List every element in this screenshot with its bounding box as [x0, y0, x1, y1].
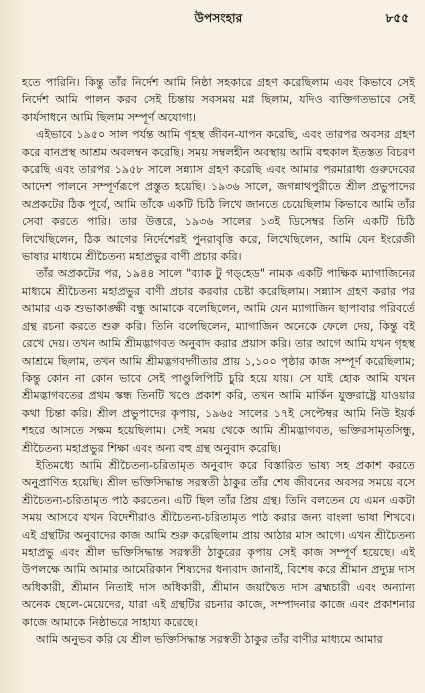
paragraph-4: ইতিমধ্যে আমি শ্রীচৈতন্য-চরিতামৃত অনুবাদ করে বিস্তারিত ভাষ্য সহ প্রকাশ করতে অনুপ্রাণিত হয়েছি। শ্রীল ভক্তিসিদ্ধান্ত সরস্বতী ঠাকুর তাঁর শেষ জীবনের অবসর সময়ে বসে শ্রীচৈতন্য-চরিতামৃত পাঠ করতেন। এটি ছিল তাঁর প্রিয় গ্রন্থ। তিনি বলতেন যে এমন একটা সময় আসবে যখন বিদেশীরাও শ্রীচৈতন্য-চরিতামৃত পাঠ করার জন্য বাংলা ভাষা শিখবে। এই গ্রন্থটির অনুবাদের কাজ আমি শুরু করেছিলাম প্রায় আঠার মাস আগে। এখন শ্রীচৈতন্য মহাপ্রভু এবং শ্রীল ভক্তিসিদ্ধান্ত সরস্বতী ঠাকুরের কৃপায় সেই কাজ সম্পূর্ণ হয়েছে। এই উপলক্ষে আমি আমার আমেরিকান শিষ্যদের ধন্যবাদ জানাই, বিশেষ করে শ্রীমান প্রদ্যুম্ন দাস অধিকারী, শ্রীমান নিতাই দাস অধিকারী, শ্রীমান জয়াদ্বৈত দাস ব্রহ্মচারী এবং অন্যান্য অনেক ছেলে-মেয়েদের, যারা এই গ্রন্থটির রচনার কাজে, সম্পাদনার কাজে এবং প্রকাশনার কাজে আমাকে নিষ্ঠাভরে সাহায্য করেছে।	[22, 458, 415, 629]
paragraph-1: হতে পারিনি। কিন্তু তাঁর নির্দেশ আমি নিষ্ঠা সহকারে গ্রহণ করেছিলাম এবং কিভাবে সেই নির্দেশ আমি পালন করব সেই চিন্তায় সবসময় মগ্ন ছিলাম, যদিও ব্যক্তিগতভাবে সেই কার্যসাধনে আমি ছিলাম সম্পূর্ণ অযোগ্য।	[22, 76, 415, 124]
paragraph-2: এইভাবে ১৯৫০ সাল পর্যন্ত আমি গৃহস্থ জীবন-যাপন করেছি, এবং তারপর অবসর গ্রহণ করে বানপ্রস্থ আশ্রম অবলম্বন করেছি। সময় সম্বলহীন অবস্থায় আমি বহুকাল ইতস্তত বিচরণ করেছি এবং তারপর ১৯৫৮ সালে সন্ন্যাস গ্রহণ করেছি এবং আমার পরমারাধ্য গুরুদেবের আদেশ পালনে সম্পূর্ণরূপে প্রস্তুত হয়েছি। ১৯৩৬ সালে, জগন্নাথপুরীতে শ্রীল প্রভুপাদের অপ্রকটের ঠিক পূর্বে, আমি তাঁকে একটি চিঠি লিখে জানতে চেয়েছিলাম কিভাবে আমি তাঁর সেবা করতে পারি। তার উত্তরে, ১৯৩৬ সালের ১৩ই ডিসেম্বর তিনি একটি চিঠি লিখেছিলেন, ঠিক আগের নির্দেশেরই পুনরাবৃত্তি করে, লিখেছিলেন, আমি যেন ইংরেজী ভাষার মাধ্যমে শ্রীচৈতন্য মহাপ্রভুর বাণী প্রচার করি।	[22, 128, 415, 264]
page-header	[22, 8, 415, 30]
paragraph-5: আমি অনুভব করি যে শ্রীল ভক্তিসিদ্ধান্ত সরস্বতী ঠাকুর তাঁর বাণীর মাধ্যমে আমার	[36, 633, 383, 646]
running-title: উপসংহার	[194, 11, 243, 25]
page-number: ৮৫৫	[385, 11, 409, 25]
body-text	[22, 74, 415, 648]
paragraph-3: তাঁর অপ্রকটের পর, ১৯৪৪ সালে "ব্যাক টু গড্‌হেড" নামক একটি পাক্ষিক ম্যাগাজিনের মাধ্যমে শ্রীচৈতন্য মহাপ্রভুর বাণী প্রচার করবার চেষ্টা করেছিলাম। সন্ন্যাস গ্রহণ করার পর আমার এক শুভাকাঙ্ক্ষী বন্ধু আমাকে বলেছিলেন, আমি যেন ম্যাগাজিন ছাপাবার পরিবর্তে গ্রন্থ রচনা করতে শুরু করি। তিনি বলেছিলেন, ম্যাগাজিন অনেকে ফেলে দেয়, কিন্তু বই রেখে দেয়। তখন আমি শ্রীমদ্ভাগবত অনুবাদ করার প্রয়াস করি। তার আগে আমি যখন গৃহস্থ আশ্রমে ছিলাম, তখন আমি শ্রীমদ্ভগবদ্গীতার প্রায় ১,১০০ পৃষ্ঠার কাজ সম্পূর্ণ করেছিলাম; কিন্তু কোন না কোন ভাবে সেই পাণ্ডুলিপিটি চুরি হয়ে যায়। সে যাই হোক আমি যখন শ্রীমদ্ভাগবতের প্রথম স্কন্ধ তিনটি খণ্ডে প্রকাশ করি, তখন আমি মার্কিন যুক্তরাষ্ট্রে যাওয়ার কথা চিন্তা করি। শ্রীল প্রভুপাদের কৃপায়, ১৯৬৫ সালের ১৭ই সেপ্টেম্বর আমি নিউ ইয়র্ক শহরে আসতে সক্ষম হয়েছিলাম। সেই সময় থেকে আমি শ্রীমদ্ভাগবত, ভক্তিরসামৃতসিন্ধু, শ্রীচৈতন্য মহাপ্রভুর শিক্ষা এবং অন্য বহু গ্রন্থ অনুবাদ করেছি।	[22, 267, 415, 455]
